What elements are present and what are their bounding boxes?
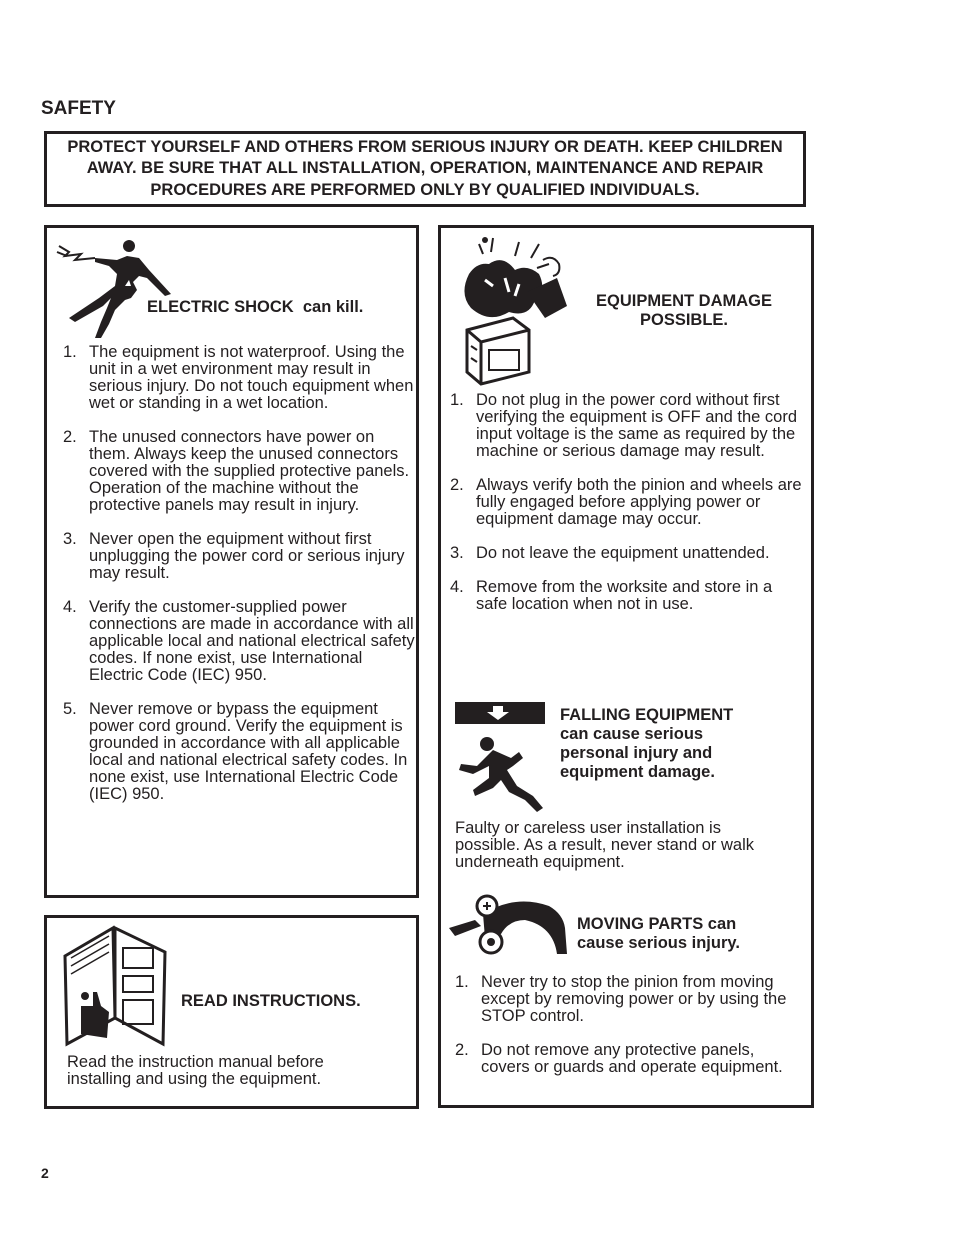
list-item: 5. Never remove or bypass the equipment power cord ground. Verify the equipment is grounded in accordance with all applicable local and national electrical safety codes. In none exist, use International Electric Code (IEC) 950. <box>63 700 408 803</box>
equipment-damage-icon <box>449 234 569 384</box>
page-number: 2 <box>41 1165 49 1181</box>
list-item: 4. Remove from the worksite and store in a safe location when not in use. <box>450 578 773 613</box>
warning-text: PROTECT YOURSELF AND OTHERS FROM SERIOUS INJURY OR DEATH. KEEP CHILDREN AWAY. BE SURE THAT ALL INSTALLATION, OPERATION, MAINTENANCE AND REPAIR PROCEDURES ARE PERFORMED ONLY BY QUALIFIED INDIVIDUALS. <box>67 137 783 199</box>
list-item: 1. Never try to stop the pinion from moving except by removing power or by using the STOP control. <box>455 973 787 1025</box>
list-item: 1. The equipment is not waterproof. Using the unit in a wet environment may result in serious injury. Do not touch equipment when wet or standing in a wet location. <box>63 343 414 412</box>
falling-equipment-heading: FALLING EQUIPMENT <box>560 706 734 724</box>
moving-parts-icon <box>445 894 569 960</box>
list-item: 3. Never open the equipment without first unplugging the power cord or serious injury may result. <box>63 530 405 582</box>
electric-shock-panel <box>44 225 419 898</box>
page-title: SAFETY <box>41 98 116 119</box>
list-item: 4. Verify the customer-supplied power connections are made in accordance with all applicable local and national electrical safety codes. If none exist, use International Electric Code (IEC) 950. <box>63 598 415 684</box>
equipment-damage-list <box>450 392 802 630</box>
falling-equipment-text: Faulty or careless user installation is possible. As a result, never stand or walk underneath equipment. <box>455 819 754 871</box>
read-instructions-panel <box>44 915 419 1109</box>
warning-box <box>44 131 806 207</box>
list-item: 3. Do not leave the equipment unattended. <box>450 544 770 562</box>
falling-equipment-icon <box>453 700 549 814</box>
instruction-manual-icon <box>61 926 169 1044</box>
electric-shock-icon <box>55 234 167 340</box>
list-item: 2. The unused connectors have power on them. Always keep the unused connectors covered with the supplied protective panels. Operation of the machine without the protective panels may result in injury. <box>63 428 410 514</box>
electric-shock-heading: ELECTRIC SHOCK can kill. <box>147 298 364 316</box>
read-instructions-heading: READ INSTRUCTIONS. <box>181 992 361 1010</box>
equipment-damage-heading: EQUIPMENT DAMAGE POSSIBLE. <box>595 292 772 329</box>
equipment-damage-panel <box>438 225 814 1108</box>
electric-shock-list <box>63 344 415 820</box>
falling-equipment-subheading: can cause serious personal injury and equipment damage. <box>560 725 715 781</box>
moving-parts-list <box>455 974 805 1093</box>
list-item: 1. Do not plug in the power cord without first verifying the equipment is OFF and the cord input voltage is the same as required by the machine or serious damage may result. <box>450 391 797 460</box>
list-item: 2. Always verify both the pinion and wheels are fully engaged before applying power or equipment damage may occur. <box>450 476 802 528</box>
read-instructions-text: Read the instruction manual before installing and using the equipment. <box>67 1053 324 1088</box>
moving-parts-heading: MOVING PARTS can cause serious injury. <box>577 915 740 952</box>
list-item: 2. Do not remove any protective panels, covers or guards and operate equipment. <box>455 1041 783 1076</box>
